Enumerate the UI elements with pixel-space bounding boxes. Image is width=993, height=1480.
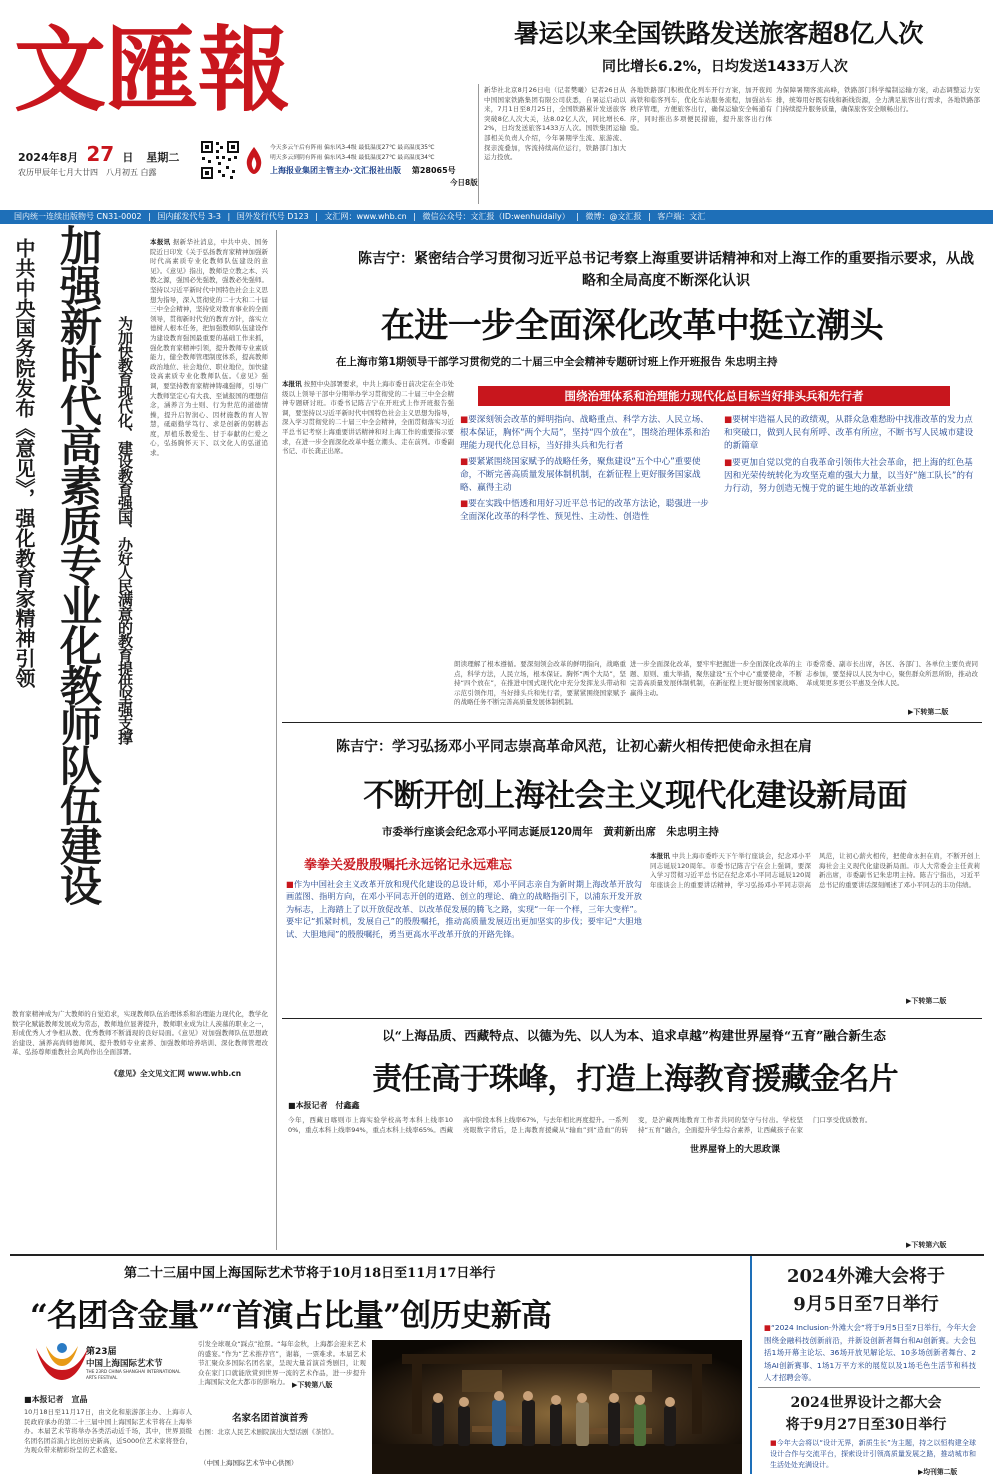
arts-kicker: 第二十三届中国上海国际艺术节将于10月18日至11月17日举行: [124, 1266, 496, 1281]
sidebar2-headline-1[interactable]: 2024世界设计之都大会: [790, 1395, 942, 1411]
story2-kicker: 陈吉宁：紧密结合学习贯彻习近平总书记考察上海重要讲话精神和对上海工作的重要指示要求，从战略和全局高度不断深化认识: [358, 251, 974, 289]
story2-continued[interactable]: ▶下转第二版: [908, 708, 949, 716]
story4-kicker-visible: 以“上海品质、西藏特点、以德为先、以人为本、追求卓越”构建世界屋脊“五育”融合新生态: [382, 1028, 886, 1043]
sidebar1-headline-2[interactable]: 9月5日至7日举行: [793, 1294, 939, 1315]
arts-body: 10月18日至11月17日，由文化和旅游部主办、上海市人民政府承办的第二十三届中国上海国际艺术节将在上海举办。本届艺术节将举办各类活动近千场，其中，世界顶级名团名团首演占比创历史新高，近5000位艺术家将登台，为观众带来精彩纷呈的艺术盛宴。: [24, 1408, 192, 1455]
story4-byline: ■本报记者 付鑫鑫: [288, 1101, 360, 1110]
stage-photo-image: [372, 1340, 742, 1474]
top-story-col-3: 为保障暑期客流高峰，铁路部门科学编制运输方案，动态调整运力安排，统筹用好既有线和新线资源，全力满足旅客出行需求，各地铁路部门持续提升服务质量，确保旅客安全顺畅出行。: [776, 86, 980, 114]
lead-footer-link[interactable]: 《意见》全文见文汇网 www.whb.cn: [110, 1069, 242, 1078]
top-story-col-2: 各地铁路部门积极优化列车开行方案，加开夜间高铁和临客列车，优化车站服务流程，加强站车秩序管理，方便旅客出行，确保运输安全畅通有序，同时推出多项便民措施，提升旅客出行体验。: [630, 86, 772, 133]
story3-kicker: 陈吉宁：学习弘扬邓小平同志崇高革命风范，让初心薪火相传把使命永担在肩: [336, 739, 812, 755]
story4-headline[interactable]: 责任高于珠峰，打造上海教育援藏金名片: [372, 1062, 898, 1097]
qr-code[interactable]: [200, 140, 240, 180]
festival-logo-line-3: THE 23RD CHINA SHANGHAI INTERNATIONAL ARTS FESTIVAL: [86, 1369, 181, 1380]
festival-logo-line-2: 中国上海国际艺术节: [86, 1359, 163, 1369]
lead-headline[interactable]: 加强新时代高素质专业化教师队伍建设: [54, 224, 103, 904]
arts-byline: ■本报记者 宣晶: [24, 1395, 88, 1404]
sidebar2-body: ■今年大会将以“设计无界，新质生长”为主题，持之以恒构建全球设计合作与交流平台，探索设计引领高质量发展之路，推动城市和生活处处充满设计。: [770, 1439, 976, 1469]
arts-photo-credit: （中国上海国际艺术节中心供图）: [200, 1459, 298, 1467]
story2-byline: 本报讯: [282, 380, 302, 388]
story4-continued[interactable]: ▶下转第六版: [906, 1241, 947, 1249]
story2-point-4: ■要树牢造福人民的政绩观，从群众急难愁盼中找准改革的发力点和突破口，做到人民有所呼、改革有所应，不断书写人民城市建设的新篇章: [724, 415, 974, 451]
story2-point-2: ■要紧紧围绕国家赋予的战略任务，聚焦建设“五个中心”重要使命，不断完善高质量发展体制机制，在新征程上更好服务国家战略、赢得主动: [460, 457, 701, 493]
logo-text: 文匯報: [14, 16, 291, 124]
story2-body-lower-2: 进一步全面深化改革，要牢牢把握进一步全面深化改革的主题、原则、重大举措，聚焦建设“五个中心”重要使命，不断完善高质量发展体制机制，在新征程上更好服务国家战略、赢得主动。: [630, 660, 802, 697]
story2-body-lower-3: 市委常委、副市长出席，各区、各部门、各单位主要负责同志参加，要坚持以人民为中心，聚焦群众所思所盼，推动改革成果更多更公平惠及全体人民。: [806, 660, 978, 688]
story2-body: 本报讯 按照中央部署要求，中共上海市委日前决定在全市处级以上领导干部中分期举办学习贯彻党的二十届三中全会精神专题研讨班。市委书记陈吉宁在开班式上作开班报告强调，要坚持以习近平新时代中国特色社会主义思想为指导，深入学习贯彻党的二十届三中全会精神，全面贯彻落实习近平总书记考察上海重要讲话精神和对上海工作的重要指示要求，在进一步全面深化改革中挺立潮头、走在前列。市委副书记、市长龚正出席。: [282, 380, 454, 456]
arts-festival-logo: [32, 1340, 190, 1388]
arts-body-right: 引发全球观众“踩点”抢票。“每年金秋，上海都会迎来艺术的盛宴。”作为“艺术推荐官”，谢幕，一票难求。本届艺术节汇聚众多国际名团名家，呈现大量首演首秀剧目，让观众在家门口就能欣赏到世界一流的艺术作品，进一步提升上海国际文化大都市的影响力。: [198, 1340, 366, 1387]
top-story-col-1: 新华社北京8月26日电（记者樊曦）记者26日从中国国家铁路集团有限公司获悉，自暑运启动以来，7月1日至8月25日，全国铁路累计发送旅客突破8亿人次大关，达8.02亿人次，同比增长6.2%，日均发送旅客1433万人次。国铁集团运输部相关负责人介绍，今年暑期学生流、旅游流、探亲流叠加，客流持续高位运行，铁路部门加大运力投放。: [484, 86, 626, 162]
lead-body: [150, 238, 268, 990]
weather-tomorrow: 明天多云到阴有阵雨 偏东风3-4级 最低温度27℃ 最高温度34℃: [270, 155, 435, 161]
festival-logo-line-1: 第23届: [86, 1347, 117, 1357]
lead-kicker: 中共中央国务院发布《意见》，强化教育家精神引领: [12, 238, 36, 688]
sidebar2-headline-2[interactable]: 将于9月27日至30日举行: [785, 1417, 947, 1433]
story2-point-5: ■要更加自觉以党的自我革命引领伟大社会革命，把上海的红色基因和光荣传统转化为攻坚克难的强大力量，以当好“施工队长”的有力行动，努力创造无愧于党的诞生地的改革新业绩: [724, 458, 974, 494]
story3-continued[interactable]: ▶下转第二版: [906, 997, 947, 1005]
story3-byline: 本报讯: [650, 852, 670, 860]
arts-caption: 右图：北京人民艺术剧院演出大型话剧《茶馆》。: [198, 1428, 338, 1436]
issue-number: 第28065号: [411, 166, 456, 175]
date-day: 27: [86, 142, 115, 166]
lead-body-text: 据新华社消息，中共中央、国务院近日印发《关于弘扬教育家精神加强新时代高素质专业化教师队伍建设的意见》。《意见》指出，教师是立教之本、兴教之源，强国必先强教，强教必先强师。坚持以习近平新时代中国特色社会主义思想为指导，深入贯彻党的二十大和二十届三中全会精神，坚持党对教育事业的全面领导，贯彻新时代党的教育方针，落实立德树人根本任务，把加强教师队伍建设作为建设教育强国最重要的基础工作来抓，强化教育家精神引领，提升教师专业素质能力，健全教师管理制度体系，提高教师政治地位、社会地位、职业地位，加快建设高素质专业化教师队伍。《意见》强调，要坚持教育家精神铸魂强师，引导广大教师坚定心有大我、至诚报国的理想信念，涵养言为士则、行为世范的道德情操，提升启智润心、因材施教的育人智慧，砥砺勤学笃行、求是创新的躬耕态度，厚植乐教爱生、甘于奉献的仁爱之心，弘扬胸怀天下、以文化人的弘道追求。: [150, 238, 268, 458]
masthead-logo[interactable]: [14, 6, 299, 124]
story3-body: 本报讯 中共上海市委昨天下午举行座谈会，纪念邓小平同志诞辰120周年。市委书记陈吉宁在会上强调，要深入学习贯彻习近平总书记在纪念邓小平同志诞辰120周年座谈会上的重要讲话精神，学习弘扬邓小平同志崇高风范，让初心薪火相传，把使命永担在肩，不断开创上海社会主义现代化建设新局面。市人大常委会主任黄莉新出席，市委副书记朱忠明主持。陈吉宁指出，习近平总书记的重要讲话深刻阐述了邓小平同志的丰功伟绩。: [650, 852, 980, 889]
info-bar-item: 国外发行代号 D123: [236, 212, 309, 221]
story2-point-3: ■要在实践中悟透和用好习近平总书记的改革方法论，聪强进一步全面深化改革的科学性、预见性、主动性、创造性: [460, 499, 709, 522]
weather-today: 今天多云午后有阵雨 偏东风3-4级 最低温度27℃ 最高温度35℃: [270, 145, 435, 151]
info-bar-item: 国内统一连续出版物号 CN31-0002: [14, 212, 142, 221]
lunar-date: 农历甲辰年七月大廿四 八月初五 白露: [18, 168, 157, 177]
story4-inner-title: 世界屋脊上的大思政课: [686, 1140, 784, 1157]
website-link[interactable]: 文汇网：www.whb.cn: [324, 212, 407, 221]
page-count: 今日8版: [450, 178, 478, 187]
story3-red-body: ■作为中国社会主义改革开放和现代化建设的总设计师，邓小平同志亲自为新时期上海改革开放勾画蓝图、指明方向，在邓小平同志开创的道路、创立的理论、确立的战略指引下，以浦东开发开放为标志，上海踏上了以开放促改革、以改革促发展的腾飞之路，实现“一年一个样，三年大变样”。要牢记“抓紧时机，发展自己”的殷殷嘱托，推动高质量发展迈出更加坚实的步伐；要牢记“大胆地试、大胆地闯”的殷殷嘱托，勇当更高水平改革开放的开路先锋。: [286, 879, 642, 939]
weekday: 星期二: [146, 151, 180, 164]
brand-flame-icon: [244, 146, 264, 176]
top-story-headline[interactable]: 暑运以来全国铁路发送旅客超8亿人次: [514, 19, 923, 48]
story3-headline[interactable]: 不断开创上海社会主义现代化建设新局面: [363, 778, 907, 814]
sidebar1-headline-1[interactable]: 2024外滩大会将于: [786, 1266, 946, 1287]
story3-subline: 市委举行座谈会纪念邓小平同志诞辰120周年 黄莉新出席 朱忠明主持: [382, 826, 719, 838]
story2-body-lower-1: 朗读理解了根本遵循。要深刻领会改革的鲜明指向，战略重点，科学方法，人民立场，根本保证。胸怀“两个大局”，坚持“四个放在”，在推进中国式现代化中充分发挥龙头带动和示范引领作用，当好排头兵和先行者，要紧紧围绕国家赋予的战略任务不断完善高质量发展体制机制。: [454, 660, 626, 707]
sidebar1-body: ■“2024 Inclusion·外滩大会”将于9月5日至7日举行，今年大会围绕金融科技创新前沿，并新设创新者舞台和AI创新赛。大会包括1场开幕主论坛、36场开放见解论坛、10多场创新者舞台、2场AI创新赛事、1场1万平方米的展览以及1场毛色生活节和科技人才招聘会等。: [764, 1323, 976, 1382]
story2-subline: 在上海市第1期领导干部学习贯彻党的二十届三中全会精神专题研讨班上作开班报告 朱忠明主持: [336, 356, 778, 368]
wechat-link[interactable]: 微信公众号：文汇报（ID:wenhuidaily）: [422, 212, 570, 221]
qr-code-icon: [200, 140, 240, 180]
story2-headline[interactable]: 在进一步全面深化改革中挺立潮头: [380, 306, 884, 346]
lead-deck: 为加快教育现代化、建设教育强国、办好人民满意的教育提供坚强支撑: [116, 316, 134, 744]
client-link[interactable]: 客户端：文汇: [657, 212, 706, 221]
sidebar-continued[interactable]: ▶均刊第二版: [918, 1468, 958, 1476]
festival-logo-icon: [32, 1340, 92, 1384]
weibo-link[interactable]: 微博：@文汇报: [585, 212, 642, 221]
info-bar: 国内统一连续出版物号 CN31-0002 | 国内邮发代号 3-3 | 国外发行代号 D123 | 文汇网：www.whb.cn | 微信公众号：文汇报（ID:wenhuidaily） | 微博：@文汇报 | 客户端：文汇: [0, 210, 993, 224]
story3-red-title: 拳拳关爱殷殷嘱托永远铭记永远难忘: [304, 858, 513, 873]
date-prefix: 2024年8月: [18, 151, 79, 164]
arts-stage-photo[interactable]: [372, 1340, 742, 1474]
lead-byline: 本报讯: [150, 238, 171, 246]
story2-banner: 围绕治理体系和治理能力现代化总目标当好排头兵和先行者: [478, 386, 950, 406]
top-story-subhead: 同比增长6.2%，日均发送1433万人次: [602, 59, 848, 75]
arts-inner-title: 名家名团首演首秀: [232, 1413, 309, 1424]
story4-body: 今年，西藏日喀则市上海实验学校高考本科上线率100%，重点本科上线率94%，重点本科上线率65%。西藏高中阶段本科上线率67%，与去年相比再度提升。一系列亮眼数字背后，是上海教育援藏从“输血”到“造血”的转变，是沪藏两地教育工作者共同的坚守与付出。学校坚持“五育”融合，全面提升学生综合素养，让西藏孩子在家门口享受优质教育。: [288, 1116, 872, 1134]
publisher: 上海报业集团主管主办·文汇报社出版: [270, 166, 402, 175]
info-bar-item: 国内邮发代号 3-3: [157, 212, 221, 221]
lead-body-lower: 教育家精神成为广大教师的自觉追求，实现教师队伍治理体系和治理能力现代化，教学化数字化赋能教师发展成为常态，教师地位显著提升，教师职业成为让人羡慕的职业之一，形成优秀人才争相从教、优秀教师不断涌现的良好局面。《意见》对加强教师队伍思想政治建设、涵养高尚师德师风、提升教师专业素养、加强教师培养培训、深化教师管理改革、弘扬尊师重教社会风尚作出全面部署。: [12, 1010, 268, 1057]
masthead-logo-mark: [14, 6, 299, 124]
date-suffix: 日: [122, 151, 134, 164]
arts-headline[interactable]: “名团含金量”“首演占比量”创历史新高: [30, 1298, 552, 1334]
arts-continued[interactable]: ▶下转第八版: [292, 1381, 333, 1389]
story2-point-1: ■要深刻领会改革的鲜明指向、战略重点、科学方法、人民立场、根本保证，胸怀“两个大局”，坚持“四个放在”，围绕治理体系和治理能力现代化总目标，当好排头兵和先行者: [460, 415, 710, 451]
